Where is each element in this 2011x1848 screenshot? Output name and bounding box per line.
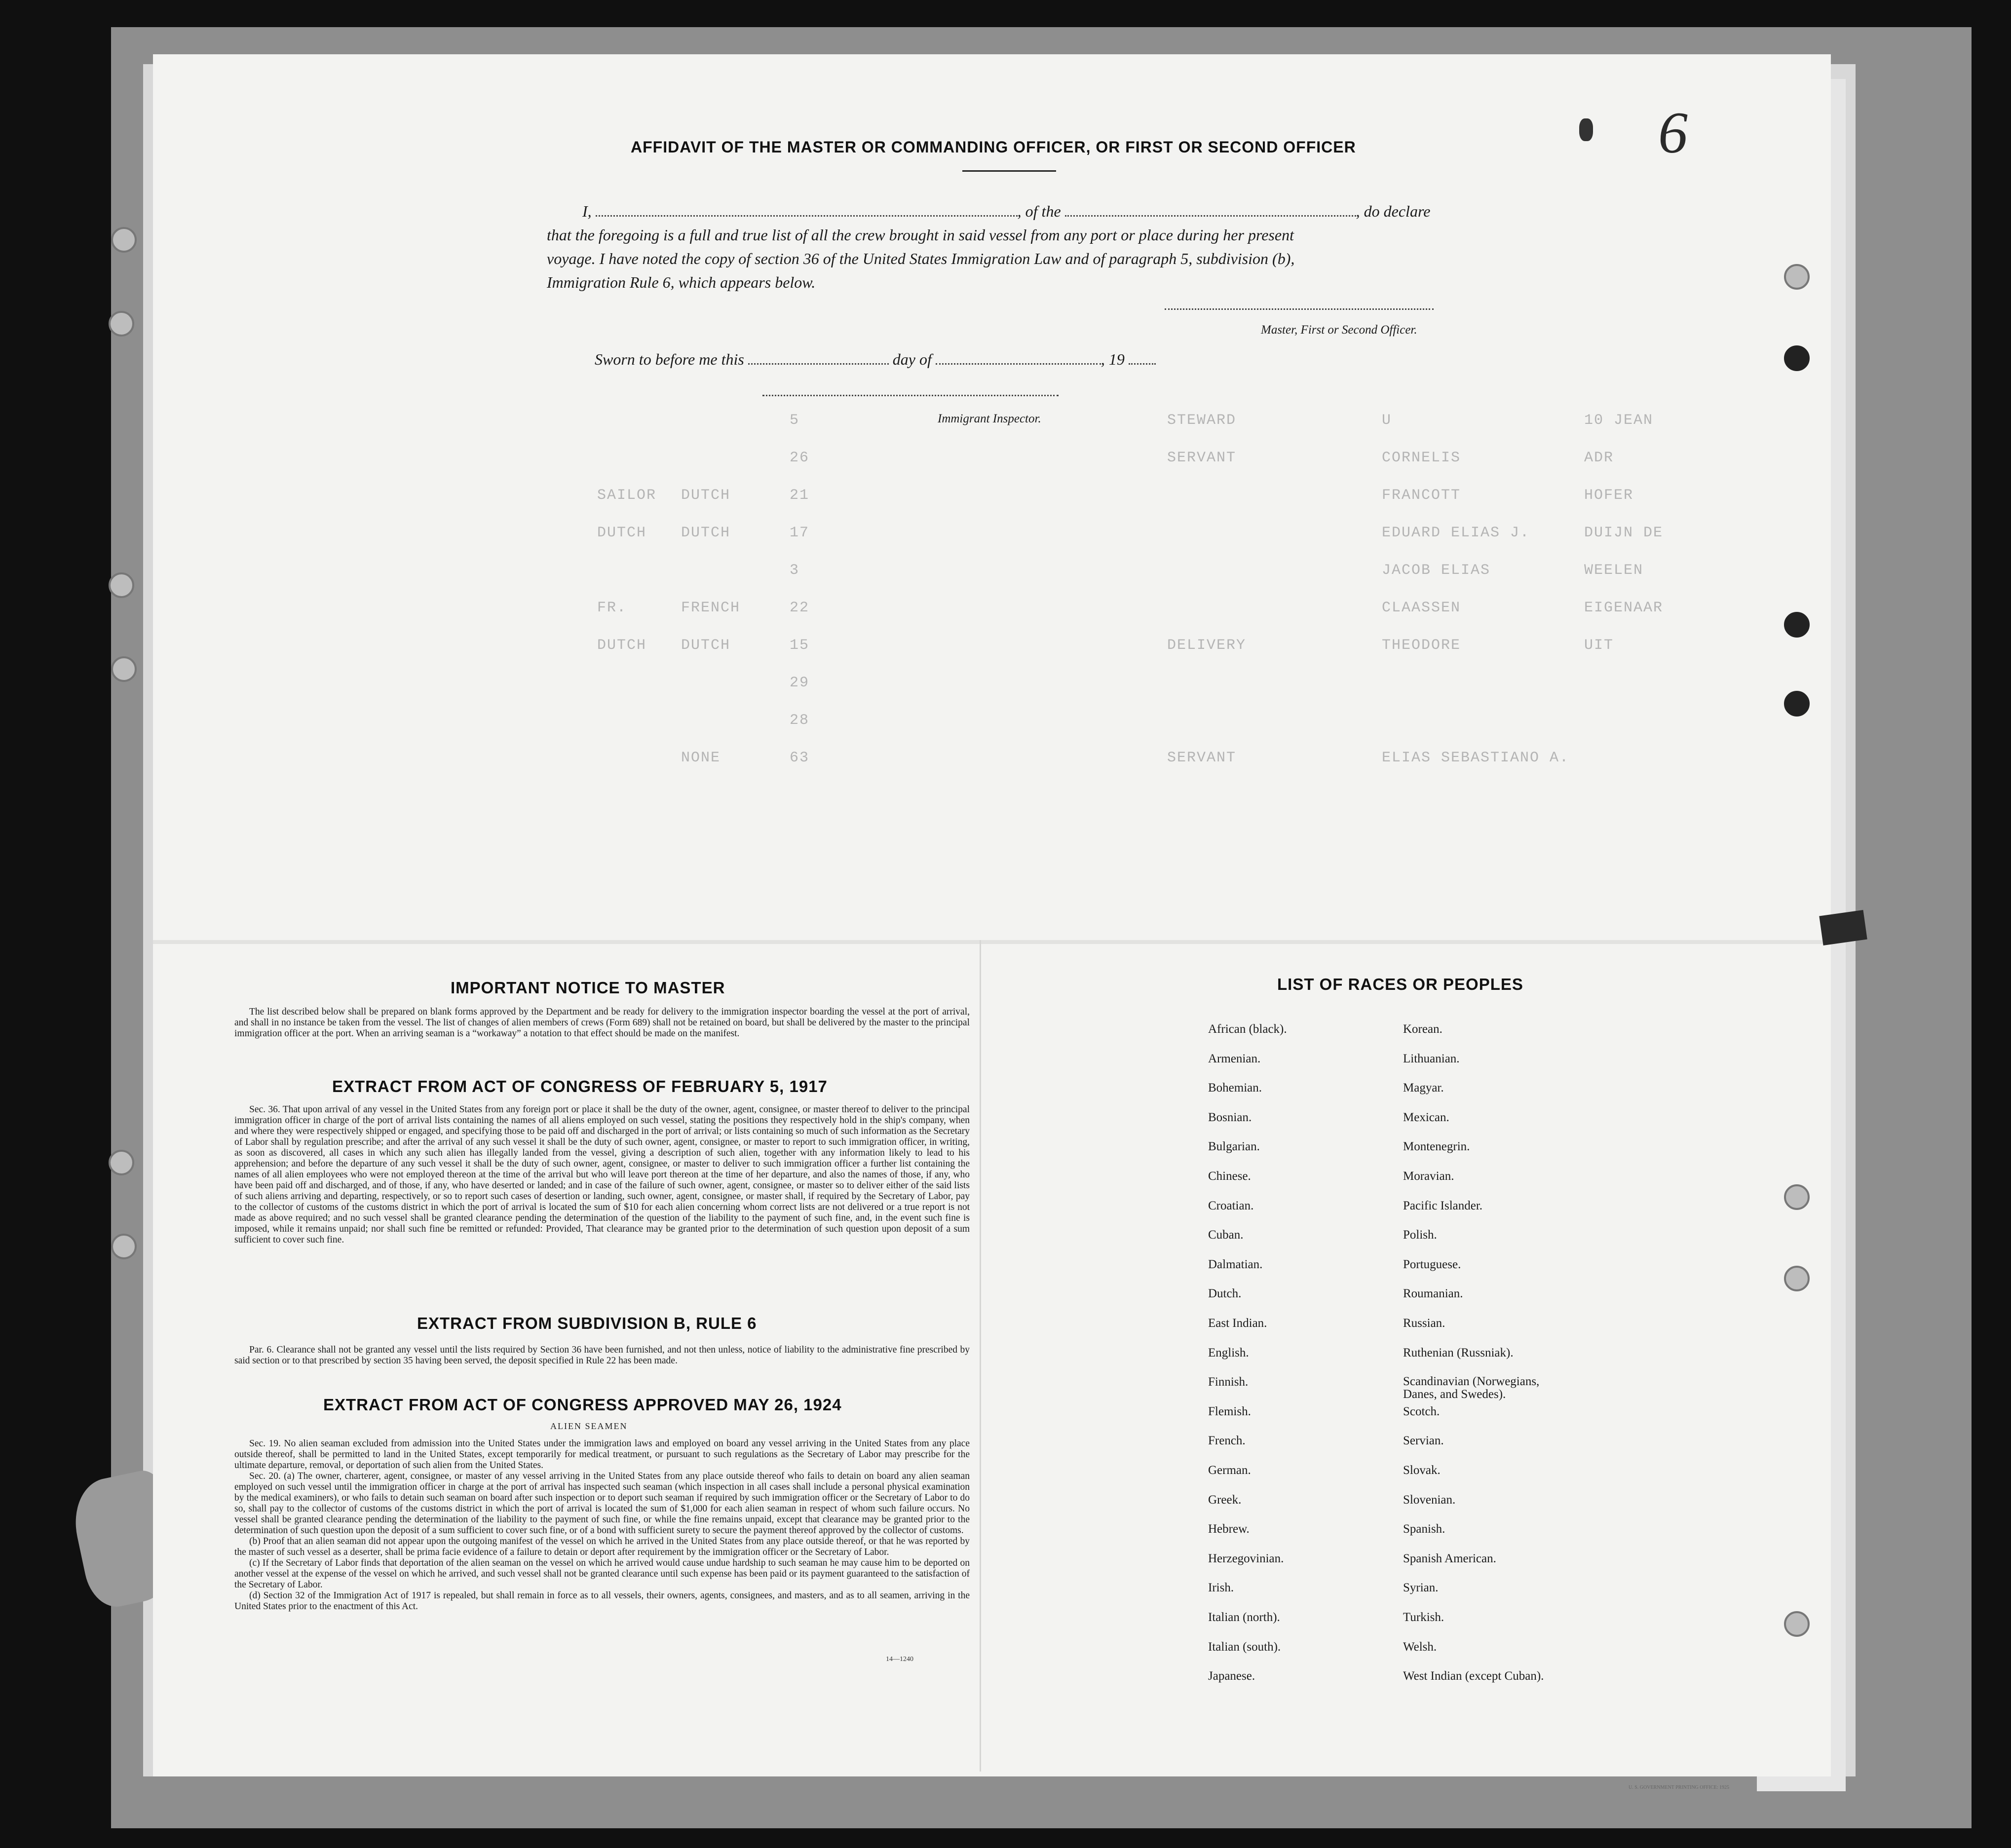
race-item: Greek. xyxy=(1208,1493,1242,1507)
punch-hole-icon xyxy=(109,572,134,598)
bleed-through-text: 29 xyxy=(790,675,810,691)
bleed-through-text: FRANCOTT xyxy=(1382,487,1461,504)
races-title: LIST OF RACES OR PEOPLES xyxy=(1277,975,1523,993)
sworn-label: Sworn to before me this xyxy=(595,350,744,368)
bleed-through-text: THEODORE xyxy=(1382,637,1461,654)
section-20b-paragraph: (b) Proof that an alien seaman did not appear upon the outgoing manifest of the vessel on which he arrived in the United States from any place outside thereof, or that he was reported by the master of such vessel as a deserter, shall be prima facie evidence of a failure to detain or deport after requirement by the immigration officer or the Secretary of Labor. xyxy=(234,1536,970,1557)
punch-hole-icon xyxy=(109,1150,134,1175)
bleed-through-text: SAILOR xyxy=(597,487,657,504)
bleed-through-text: WEELEN xyxy=(1584,562,1644,579)
extract-1917-title: EXTRACT FROM ACT OF CONGRESS OF FEBRUARY 5, 1917 xyxy=(332,1077,828,1095)
race-item: English. xyxy=(1208,1346,1249,1359)
bleed-through-text: DUTCH xyxy=(681,637,731,654)
race-item: Scotch. xyxy=(1403,1404,1440,1418)
race-item: East Indian. xyxy=(1208,1317,1267,1330)
race-item: Roumanian. xyxy=(1403,1287,1463,1301)
race-item: Spanish. xyxy=(1403,1522,1445,1536)
bleed-through-text: DUIJN DE xyxy=(1584,525,1664,541)
declaration-line-4: Immigration Rule 6, which appears below. xyxy=(547,273,816,291)
bleed-through-text: 21 xyxy=(790,487,810,504)
punch-hole-icon xyxy=(1784,345,1810,371)
race-item: Turkish. xyxy=(1403,1611,1444,1624)
rule-6-paragraph: Par. 6. Clearance shall not be granted any vessel until the lists required by Section 36 have been furnished, and not then unless, notice of liability to the administrative fine prescribed by said section or to that prescribed by section 35 having been served, the deposit specified in Rule 22 has been made. xyxy=(234,1345,970,1366)
race-item: Mexican. xyxy=(1403,1110,1449,1124)
sworn-year-label: , 19 xyxy=(1100,350,1125,368)
race-item: Scandinavian (Norwegians, Danes, and Swedes). xyxy=(1403,1375,1540,1401)
officer-signature-label: Master, First or Second Officer. xyxy=(1261,323,1417,337)
bleed-through-text: 5 xyxy=(790,412,800,429)
race-item: Cuban. xyxy=(1208,1228,1244,1242)
printer-imprint: U. S. GOVERNMENT PRINTING OFFICE: 1925 xyxy=(1629,1785,1729,1790)
page-corner-curl xyxy=(1819,910,1867,945)
bleed-through-text: 17 xyxy=(790,525,810,541)
bleed-through-text: SERVANT xyxy=(1167,750,1237,766)
race-item: Slovak. xyxy=(1403,1464,1441,1477)
bleed-through-text: DELIVERY xyxy=(1167,637,1247,654)
rule-6-text xyxy=(234,1345,970,1366)
bleed-through-text: 3 xyxy=(790,562,800,579)
page-center-fold xyxy=(980,940,981,1772)
race-item: Portuguese. xyxy=(1403,1257,1461,1271)
declaration-line-2: that the foregoing is a full and true list of all the crew brought in said vessel from any port or place during her present xyxy=(547,226,1294,244)
race-item: Moravian. xyxy=(1403,1169,1454,1183)
punch-hole-icon xyxy=(1784,1266,1810,1291)
sworn-month-blank xyxy=(936,363,1101,365)
bleed-through-text: SERVANT xyxy=(1167,450,1237,466)
race-item: Croatian. xyxy=(1208,1199,1254,1212)
bleed-through-text: DUTCH xyxy=(681,487,731,504)
race-item: West Indian (except Cuban). xyxy=(1403,1669,1544,1683)
bleed-through-text: 10 JEAN xyxy=(1584,412,1654,429)
bleed-through-text: 28 xyxy=(790,712,810,729)
declare-vessel-label: , of the xyxy=(1017,202,1061,220)
race-item: French. xyxy=(1208,1434,1246,1448)
bleed-through-text: DUTCH xyxy=(597,525,647,541)
notice-title: IMPORTANT NOTICE TO MASTER xyxy=(451,979,725,997)
inspector-signature-label: Immigrant Inspector. xyxy=(938,412,1041,425)
bleed-through-text: JACOB ELIAS xyxy=(1382,562,1491,579)
bleed-through-text: ADR xyxy=(1584,450,1614,466)
bleed-through-text: NONE xyxy=(681,750,721,766)
race-item: Bosnian. xyxy=(1208,1110,1252,1124)
race-item: Polish. xyxy=(1403,1228,1437,1242)
bleed-through-text: U xyxy=(1382,412,1392,429)
section-19-paragraph: Sec. 19. No alien seaman excluded from admission into the United States under the immigration laws and employed on board any vessel arriving in the United States from any place outside thereof, shall be permitted to land in the United States, except temporarily for medical treatment, or pursuant to such regulations as the Secretary of Labor may prescribe for the ultimate departure, removal, or deportation of such alien from the United States. xyxy=(234,1438,970,1471)
section-20d-paragraph: (d) Section 32 of the Immigration Act of 1917 is repealed, but shall remain in force as to all vessels, their owners, agents, consignees, and masters, and as to all seamen, arriving in the United States prior to the enactment of this Act. xyxy=(234,1590,970,1612)
race-item: Hebrew. xyxy=(1208,1522,1250,1536)
inspector-signature-blank xyxy=(762,395,1059,396)
punch-hole-icon xyxy=(111,227,137,253)
declare-end-label: , do declare xyxy=(1356,202,1431,220)
sworn-day-blank xyxy=(748,363,889,365)
punch-hole-icon xyxy=(109,311,134,337)
ink-mark xyxy=(1579,118,1593,141)
notice-paragraph: The list described below shall be prepared on blank forms approved by the Department and be ready for delivery to the immigration inspector boarding the vessel at the port of arrival, and shall in no instance be taken from the vessel. The list of changes of alien members of crews (Form 689) shall not be retained on board, but shall be delivered by the master to the principal immigration officer at the port. When an arriving seaman is a “workaway” a notation to that effect should be made on the manifest. xyxy=(234,1007,970,1039)
vessel-name-blank xyxy=(1065,215,1356,217)
sworn-day-label: day of xyxy=(892,350,932,368)
bleed-through-text: STEWARD xyxy=(1167,412,1237,429)
race-item: Magyar. xyxy=(1403,1081,1444,1095)
page-fold xyxy=(153,940,1831,944)
race-item: Servian. xyxy=(1403,1434,1444,1448)
section-36-paragraph: Sec. 36. That upon arrival of any vessel in the United States from any foreign port or place it shall be the duty of the owner, agent, consignee, or master thereof to deliver to the principal immigration officer in charge of the port of arrival lists containing the names of all aliens employed on such vessel, stating the positions they respectively hold in the ship's company, when and where they were respectively shipped or engaged, and specifying those to be paid off and discharged in the port of arrival; or lists containing so much of such information as the Secretary of Labor shall by regulation prescribe; and after the arrival of any such vessel it shall be the duty of such owner, agent, consignee, or master to report to such immigration officer, in writing, as soon as discovered, all cases in which any such alien has illegally landed from the vessel, giving a description of such alien, together with any information likely to lead to his apprehension; and before the departure of any such vessel it shall be the duty of such owner, agent, consignee, or master to deliver to such immigration officer a further list containing the names of all alien employees who were not employed thereon at the time of the arrival but who will leave port thereon at the time of her departure, and also the names of those, if any, who have been paid off and discharged, and of those, if any, who have deserted or landed; and in case of the failure of such owner, agent, consignee, or master so to deliver either of the said lists of such aliens arriving and departing, respectively, or so to report such cases of desertion or landing, such owner, agent, consignee, or master shall, if required by the Secretary of Labor, pay to the collector of customs of the customs district in which the port of arrival is located the sum of $10 for each alien concerning whom correct lists are not delivered or a true report is not made as above required; and no such vessel shall be granted clearance pending the determination of the question of the liability to the payment of such fine, and, in the event such fine is imposed, while it remains unpaid; nor shall such fine be remitted or refunded: Provided, That clearance may be granted prior to the determination of such question upon deposit of a sum sufficient to cover such fine. xyxy=(234,1104,970,1245)
race-item: Italian (north). xyxy=(1208,1611,1280,1624)
declaration-line-3: voyage. I have noted the copy of section 36 of the United States Immigration Law and of paragraph 5, subdivision (b), xyxy=(547,250,1295,267)
bleed-through-text: DUTCH xyxy=(681,525,731,541)
sworn-year-blank xyxy=(1129,363,1156,365)
bleed-through-text: DUTCH xyxy=(597,637,647,654)
punch-hole-icon xyxy=(1784,264,1810,290)
notice-text xyxy=(234,1007,970,1039)
bleed-through-text: CORNELIS xyxy=(1382,450,1461,466)
bleed-through-text: 22 xyxy=(790,600,810,616)
race-item: Bohemian. xyxy=(1208,1081,1262,1095)
punch-hole-icon xyxy=(111,656,137,682)
race-item: Bulgarian. xyxy=(1208,1140,1260,1154)
race-item: Welsh. xyxy=(1403,1640,1437,1654)
declare-name-label: I, xyxy=(582,202,592,220)
section-20a-paragraph: Sec. 20. (a) The owner, charterer, agent, consignee, or master of any vessel arriving in the United States from any place outside thereof who fails to detain on board any alien seaman employed on such vessel until the immigration officer in charge at the port of arrival has inspected such seaman (which inspection in all cases shall include a personal physical examination by the medical examiners), or who fails to detain such seaman on board after such inspection or to deport such seaman if required by such immigration officer or the Secretary of Labor to do so, shall pay to the collector of customs of the customs district in which the port of arrival is located the sum of $1,000 for each alien seaman in respect of whom such failure occurs. No vessel shall be granted clearance pending the determination of the liability to the payment of such fine, or while the fine remains unpaid, except that clearance may be granted prior to the determination of such question upon the deposit of a sum sufficient to cover such fine, or of a bond with sufficient surety to secure the payment thereof approved by the collector of customs. xyxy=(234,1471,970,1536)
race-item: Herzegovinian. xyxy=(1208,1551,1284,1565)
officer-signature-blank xyxy=(1165,308,1434,310)
race-item: Armenian. xyxy=(1208,1052,1261,1065)
race-item: Italian (south). xyxy=(1208,1640,1281,1654)
bleed-through-text: EDUARD ELIAS J. xyxy=(1382,525,1530,541)
race-item: Syrian. xyxy=(1403,1581,1439,1595)
race-item: Ruthenian (Russniak). xyxy=(1403,1346,1514,1359)
race-item: Pacific Islander. xyxy=(1403,1199,1483,1212)
race-item: Finnish. xyxy=(1208,1375,1249,1389)
race-item: Spanish American. xyxy=(1403,1551,1496,1565)
race-item: African (black). xyxy=(1208,1022,1287,1036)
punch-hole-icon xyxy=(111,1234,137,1259)
handwritten-page-number: 6 xyxy=(1658,100,1688,165)
title-underline xyxy=(962,170,1056,172)
bleed-through-text: UIT xyxy=(1584,637,1614,654)
declaration-line-1 xyxy=(582,202,1430,221)
affidavit-title: AFFIDAVIT OF THE MASTER OR COMMANDING OFFICER, OR FIRST OR SECOND OFFICER xyxy=(631,138,1356,156)
punch-hole-icon xyxy=(1784,691,1810,717)
bleed-through-text: 63 xyxy=(790,750,810,766)
punch-hole-icon xyxy=(1784,1611,1810,1637)
bleed-through-text: EIGENAAR xyxy=(1584,600,1664,616)
punch-hole-icon xyxy=(1784,612,1810,638)
section-20c-paragraph: (c) If the Secretary of Labor finds that deportation of the alien seaman on the vessel on which he arrived would cause undue hardship to such seaman he may cause him to be deported on another vessel at the expense of the vessel on which he arrived, and such vessel shall not be granted clearance until such expense has been paid or its payment guaranteed to the satisfaction of the Secretary of Labor. xyxy=(234,1558,970,1590)
bleed-through-text: ELIAS SEBASTIANO A. xyxy=(1382,750,1570,766)
race-item: Lithuanian. xyxy=(1403,1052,1460,1065)
race-item: Dalmatian. xyxy=(1208,1257,1263,1271)
extract-1917-text xyxy=(234,1104,970,1245)
bleed-through-text: 26 xyxy=(790,450,810,466)
race-item: Japanese. xyxy=(1208,1669,1255,1683)
alien-seamen-subtitle: ALIEN SEAMEN xyxy=(550,1421,628,1431)
sworn-line xyxy=(595,350,1156,369)
bleed-through-text: CLAASSEN xyxy=(1382,600,1461,616)
officer-name-blank xyxy=(596,215,1018,217)
race-item: Flemish. xyxy=(1208,1404,1251,1418)
bleed-through-text: 15 xyxy=(790,637,810,654)
bleed-through-text: FR. xyxy=(597,600,627,616)
punch-hole-icon xyxy=(1784,1184,1810,1210)
rule-6-title: EXTRACT FROM SUBDIVISION B, RULE 6 xyxy=(417,1314,757,1332)
bleed-through-text: HOFER xyxy=(1584,487,1634,504)
race-item: Slovenian. xyxy=(1403,1493,1456,1507)
race-item: Russian. xyxy=(1403,1317,1445,1330)
extract-1924-text xyxy=(234,1438,970,1612)
bleed-through-text: FRENCH xyxy=(681,600,741,616)
form-number: 14—1240 xyxy=(886,1656,913,1663)
race-item: Dutch. xyxy=(1208,1287,1242,1301)
race-item: German. xyxy=(1208,1464,1251,1477)
extract-1924-title: EXTRACT FROM ACT OF CONGRESS APPROVED MAY 26, 1924 xyxy=(323,1395,842,1414)
race-item: Chinese. xyxy=(1208,1169,1251,1183)
race-item: Irish. xyxy=(1208,1581,1234,1595)
race-item: Korean. xyxy=(1403,1022,1442,1036)
race-item: Montenegrin. xyxy=(1403,1140,1470,1154)
